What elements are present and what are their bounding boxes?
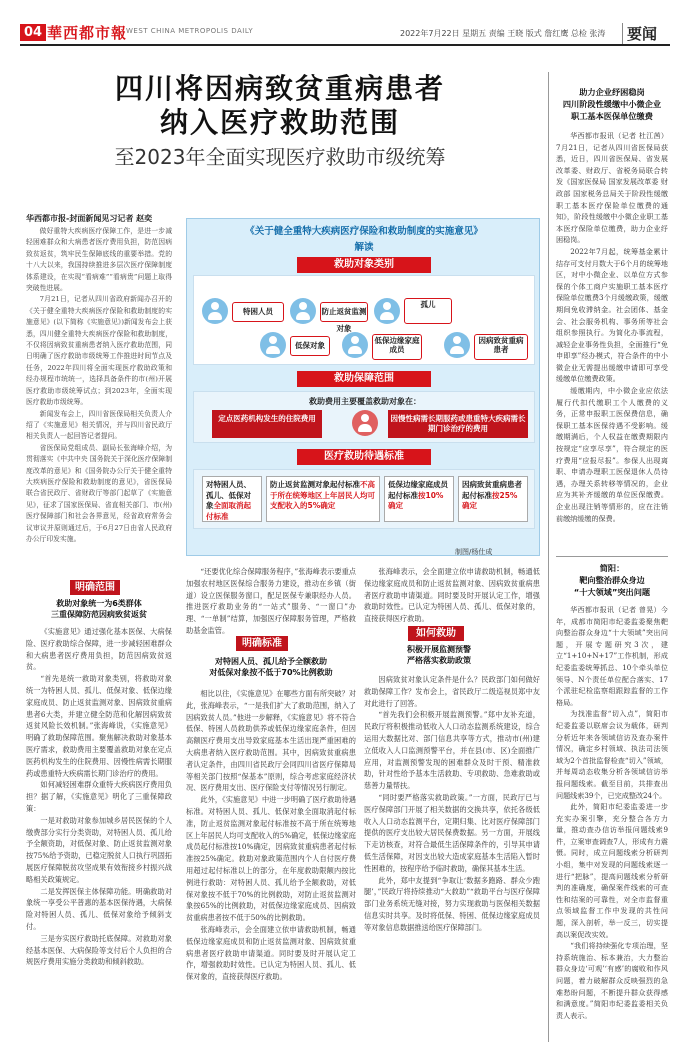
body-paragraph: 因病致贫对象认定条件是什么？民政部门如何做好救助保障工作？发布会上，省民政厅二级巡视员郑中友对此进行了回答。 — [364, 675, 540, 708]
subhead-line: 对特困人员、孤儿给予全额救助 — [215, 657, 327, 666]
benefit-highlight: 不高于所在统筹地区上年居民人均可支配收入的5%确定 — [270, 480, 375, 510]
headline-line: 职工基本医保单位缴费 — [571, 111, 653, 121]
masthead-rule — [20, 44, 670, 46]
section-subhead — [186, 656, 356, 678]
target-chip: 防止返贫监测对象 — [320, 302, 368, 322]
publication-info: 2022年7月22日 星期五 责编 王晓 版式 詹红鹰 总检 张涛 — [400, 29, 606, 38]
benefit-highlight: 按10%确定 — [388, 490, 444, 510]
section-tag: 明确范围 — [70, 580, 120, 595]
subhead-line: 三重保障防范因病致贫返贫 — [51, 610, 147, 619]
benefit-item — [202, 476, 262, 522]
section-a-column-1 — [26, 626, 172, 1044]
page-number: 04 — [20, 24, 46, 41]
body-paragraph: 2022年7月起，统筹基金累计结存可支付月数大于6个月的统筹地区，对中小微企业、以单位方式参保的个体工商户实施职工基本医疗保险单位缴费3个月缓缴政策，缓缴期间免收滞纳金。社会团体、基金会、社会服务机构、事务所等社会组织参照执行。为简化办事流程，减轻企业事务性负担，全面推行“免申即享”经办模式，符合条件的中小微企业无需提出缓缴申请即可享受缓缴单位缴费政策。 — [556, 246, 668, 384]
headline-line: “十大领域”突出问题 — [573, 587, 651, 597]
targets-panel — [193, 275, 535, 365]
child-icon — [260, 332, 286, 358]
headline-subtitle: 至2023年全面实现医疗救助市级统筹 — [114, 145, 446, 169]
benefits-panel — [193, 469, 535, 529]
headline-line: 靶向整治群众身边 — [579, 575, 645, 585]
hospital-icon — [352, 410, 378, 436]
sidebar-story-1-headline — [556, 86, 668, 122]
lead-paragraph: 省医保局党组成员、副局长张海峰介绍，为贯彻落实《中共中央 国务院关于深化医疗保障制度改革的意见》和《国务院办公厅关于健全重特大疾病医疗保险和救助制度的意见》，省医保局联合省民政厅、省财政厅等部门起草了《实施意见》，征求了国家医保局、省直相关部门、市(州)医疗保障部门和社会各界意见，经省政府常务会议审议并原则通过后，于6月27日由省人民政府办公厅印发实施。 — [26, 443, 172, 543]
section-tag: 明确标准 — [236, 636, 288, 651]
section-b-column — [186, 688, 356, 1044]
body-paragraph: 张海峰表示，会全面建立依申请救助机制，畅通低保边缘家庭成员和防止返贫监测对象、因病致贫重病患者医疗救助申请渠道。同时要及时开展认定工作，增强救助时效性。已认定为特困人员、孤儿、低保对象的，直接获得医疗救助。 — [364, 567, 540, 624]
person-icon — [202, 298, 228, 324]
benefit-highlight: 按25%确定 — [462, 490, 518, 510]
section-a-column-2 — [186, 566, 356, 635]
body-paragraph: 一是对救助对象参加城乡居民医保的个人缴费部分实行分类资助，对特困人员、孤儿给予全额资助，对低保对象、防止返贫监测对象按75%给予资助，已稳定脱贫人口执行巩固拓展医疗保障脱贫攻坚成果有效衔接乡村振兴战略相关政策规定。 — [26, 815, 172, 884]
patient-icon — [444, 332, 470, 358]
masthead — [0, 0, 690, 46]
body-paragraph: 此外，简阳市纪委监委进一步充实办案引擎，充分整合各方力量，推动查办信访举报问题线索9件，立案审查调查7人，形成有力震慑。同时，成立问题线索分析研判小组，集中对发现的问题线索逐一进行“把脉”，提高问题线索分析研判的准确度，确保案件线索的可查性和结案的可靠性，对全市监督重点领域监督工作中发现的共性问题，深入剖析，举一反三，切实提高以案促改实效。 — [556, 802, 668, 939]
headline-line: 简阳： — [599, 563, 625, 573]
target-chip: 因病致贫重病患者 — [474, 334, 528, 360]
infographic — [186, 218, 540, 556]
benefit-text: 因病致贫重病患者起付标准 — [462, 480, 522, 500]
lead-paragraph: 新闻发布会上，四川省医保局相关负责人介绍了《实施意见》相关情况，并与四川省民政厅相关负责人一起回答记者提问。 — [26, 409, 172, 441]
byline: 华西都市报-封面新闻见习记者 赵奕 — [26, 214, 153, 223]
main-headline — [20, 72, 540, 170]
section-label: 要闻 — [622, 23, 657, 44]
benefit-item — [266, 476, 380, 522]
benefit-text: 对特困人员、孤儿、低保对象 — [206, 480, 251, 510]
section-band-scope: 救助保障范围 — [297, 371, 431, 387]
sidebar-story-2-body — [556, 604, 668, 1044]
body-paragraph: “我们将持续强化专项治理，坚持系统施治、标本兼治，大力整治群众身边‘可观’‘有感’的腐败和作风问题，着力破解群众反映强烈的急难愁盼问题，不断提升群众获得感和满意度。”简阳市纪委监委相关负责人表示。 — [556, 941, 668, 1020]
sidebar-story-2-headline — [556, 562, 668, 598]
benefit-highlight: 全面取消起付标准 — [206, 501, 251, 521]
subhead-line: 对低保对象按不低于70%比例救助 — [209, 668, 333, 677]
body-paragraph: 为找准监督“切入点”，简阳市纪委监委以联席会议为载体，研判分析近年来各领域信访及查办案件情况，确定乡村领域、执法司法领域为2个首批监督检查“切入”领域，并每周动态收集分析各领域信访举报问题线索。截至目前，共排查出问题线索39个，已完成整改24个。 — [556, 709, 668, 800]
family-icon — [374, 298, 400, 324]
body-paragraph: 华西都市报讯（记者 杜江茜）7月21日，记者从四川省医保局获悉，近日，四川省医保局、省发展改革委、财政厅、省税务局联合转发《国家医保局 国家发展改革委 财政部 国家税务总局关于阶段性缓缴职工基本医疗保险单位缴费的通知》，阶段性缓缴中小微企业职工基本医疗保险单位缴费，助力企业纾困稳岗。 — [556, 131, 668, 245]
sidebar-divider — [556, 556, 668, 557]
benefit-text: 防止返贫监测对象起付标准 — [270, 480, 360, 489]
paper-logo: 華西都市報 — [47, 24, 128, 42]
section-band-benefits: 医疗救助待遇标准 — [297, 449, 431, 465]
infographic-subtitle: 解读 — [354, 242, 374, 253]
graphic-credit: 制图/杨仕成 — [455, 548, 493, 556]
body-paragraph: 如何减轻困难群众重特大疾病医疗费用负担？据了解，《实施意见》明化了三重保障政策： — [26, 780, 172, 813]
body-paragraph: “首先我们会积极开展监测预警。”郑中友补充道，民政厅将积极推动低收入人口动态监测系统建设，综合运用大数据比对、部门信息共享等方式，推动市(州)建立低收入人口监测预警平台，并在县(市、区)全面推广应用，对监测预警发现的困难群众及时干预、精准救助，针对性给予基本生活救助、专项救助、急难救助或慈善力量帮扶。 — [364, 710, 540, 791]
section-tag: 如何救助 — [408, 626, 464, 641]
target-chip: 低保边缘家庭成员 — [372, 334, 422, 360]
subhead-line: 严格落实救助政策 — [407, 656, 471, 665]
headline-line: 四川阶段性缓缴中小微企业 — [562, 99, 662, 109]
benefit-text: 低保边缘家庭成员起付标准 — [388, 480, 448, 500]
target-chip: 孤儿 — [404, 298, 452, 324]
body-paragraph: 此外，郑中友提到“争取让‘数据多跑路、群众少跑腿’，”民政厅将持续推动“大救助”“救助平台与医疗保障部门业务系统无缝对接，努力实现救助与医保相关数据信息实时共享。及时将低保、特困、低保边缘家庭成员等对象信息数据推送给医疗保障部门。 — [364, 875, 540, 932]
target-chip: 特困人员 — [232, 302, 284, 322]
lead-paragraph: 7月21日，记者从四川省政府新闻办召开的《关于健全重特大疾病医疗保险和救助制度的实施意见》(以下简称《实施意见》)新闻发布会上获悉，四川健全重特大疾病医疗保险和救助制度，不仅将因病致贫重病患者纳入医疗救助范围，同日明确了医疗救助市级统筹工作推进时间节点及任务，2022年四川将全面实现医疗救助政策和经办规程市统统一，选择具备条件的市(州)开展医疗救助市级统筹试点；到2023年，全面实现医疗救助市级统筹。 — [26, 295, 172, 407]
column-divider — [548, 72, 549, 1042]
paper-english-name: WEST CHINA METROPOLIS DAILY — [126, 27, 254, 35]
section-subhead — [364, 644, 514, 666]
target-chip: 低保对象 — [290, 336, 330, 356]
subhead-line: 救助对象统一为6类群体 — [56, 599, 142, 608]
body-paragraph: 缓缴期内，中小微企业应依法履行代扣代缴职工个人缴费的义务，正常申报职工医保费信息，确保职工基本医保待遇不受影响。缓缴期满后，个人权益在缴费期限内按规定“应享尽享”，符合规定的医疗费用“应报尽报”。参保人出现离职、申请办理职工医保退休人员待遇，办理关系转移等情况的，企业应为其补齐缓缴的单位医保缴费。企业出现注销等情形的，应在注销前缴纳缓缴的保费。 — [556, 386, 668, 523]
headline-line-2: 纳入医疗救助范围 — [159, 106, 400, 139]
body-paragraph: 三是夯实医疗救助托底保障。对救助对象经基本医保、大病保险等支付后个人负担的合规医疗费用实施分类救助和倾斜救助。 — [26, 933, 172, 967]
body-paragraph: 华西都市报讯（记者 曾晃）今年，成都市简阳市纪委监委聚焦靶向整治群众身边“十大领域”突出问题，开展专题研究3次，建立“1+10+N+17”工作机制，形成纪委监委统筹抓总、10个牵头单位领导、N个责任单位配合落实、17个派驻纪检监察组跟踪监督的工作格局。 — [556, 605, 668, 707]
lead-column — [26, 226, 172, 566]
headline-line-1: 四川将因病致贫重病患者 — [114, 72, 445, 105]
body-paragraph: “首先是统一救助对象类别，将救助对象统一为特困人员、孤儿、低保对象、低保边缘家庭成员、防止返贫监测对象、因病致贫重病患者6大类，并建立健全防范和化解因病致贫返贫风险长效机制。”张海峰说，《实施意见》明确了救助保障范围。聚焦解决救助对象基本医疗需求，救助费用主要覆盖救助对象在定点医药机构发生的住院费用、因慢性病需长期服药或患重特大疾病需长期门诊治疗的费用。 — [26, 674, 172, 778]
infographic-title: 《关于健全重特大疾病医疗保险和救助制度的实施意见》 — [245, 226, 483, 237]
scope-item: 定点医药机构发生的住院费用 — [212, 410, 322, 438]
subhead-line: 积极开展监测预警 — [407, 645, 471, 654]
body-paragraph: 二是发挥医保主体保障功能。明确救助对象统一享受公平普惠的基本医保待遇，大病保险对特困人员、孤儿、低保对象给予倾斜支付。 — [26, 886, 172, 931]
family-icon — [342, 332, 368, 358]
scope-item: 因慢性病需长期服药或患重特大疾病需长期门诊治疗的费用 — [388, 410, 528, 438]
scope-heading: 救助费用主要覆盖救助对象在： — [309, 397, 421, 406]
body-paragraph: “还要优化综合保障服务程序，”张海峰表示要重点加强农村地区医保综合服务力建设，推动在乡镇（街道）设立医保服务窗口，配足医保专兼职经办人员。推进医疗救助业务的“一站式”服务、“一窗口”办理、“一单制”结算，加强医疗保障服务管理，严格救助基金监管。 — [186, 567, 356, 635]
headline-line: 助力企业纾困稳岗 — [579, 87, 645, 97]
section-c-column — [364, 674, 540, 1044]
section-band-targets: 救助对象类别 — [297, 257, 431, 273]
scope-panel — [193, 391, 535, 443]
benefit-item — [458, 476, 528, 522]
section-b-continued — [364, 566, 540, 624]
person-icon — [290, 298, 316, 324]
section-subhead — [26, 598, 172, 620]
body-paragraph: 相比以往，《实施意见》在哪些方面有所突破？对此，张海峰表示，“一是我们扩大了救助范围，纳入了因病致贫人员。”他进一步解释，《实施意见》将不符合低保、特困人员救助供养或低保边缘家庭条件，但因高额医疗费用支出导致家庭基本生活出现严重困难的大病患者纳入医疗救助范围。其中，因病致贫重病患者认定条件，由四川省民政厅会同四川省医疗保障局等相关部门按照“保基本”原则，综合考虑家庭经济状况、医疗费用支出、医疗保险支付等情况另行制定。 — [186, 689, 356, 793]
benefit-item — [384, 476, 454, 522]
body-paragraph: 《实施意见》通过强化基本医保、大病保险、医疗救助综合保障，进一步减轻困难群众和大病患者医疗费用负担，防范因病致贫返贫。 — [26, 627, 172, 672]
sidebar-story-1-body — [556, 130, 668, 554]
lead-paragraph: 做好重特大疾病医疗保障工作，是进一步减轻困难群众和大病患者医疗费用负担，防范因病致贫返贫，筑牢民生保障底线的重要举措。党的十八大以来，我国持续推进多层次医疗保障制度体系建设，在实现“看病难”“看病贵”问题上取得突破性进展。 — [26, 227, 172, 293]
body-paragraph: “同时要严格落实救助政策。”一方面，民政厅已与医疗保障部门开展了相关数据的交换共享，依托各级低收入人口动态监测平台，定期归集、比对医疗保障部门提供的医疗支出较大居民保费数据。另一方面，开展线下走访核查，对符合最低生活保障条件的，引导其申请低生活保障，对因支出较大造成家庭基本生活陷入暂时性困难的，按程序给予临时救助，确保其基本生活。 — [364, 792, 540, 873]
body-paragraph: 张海峰表示，会全面建立依申请救助机制，畅通低保边缘家庭成员和防止返贫监测对象、因病致贫重病患者医疗救助申请渠道。同时要及时开展认定工作，增强救助时效性。已认定为特困人员、孤儿、低保对象的，直接获得医疗救助。 — [186, 924, 356, 982]
body-paragraph: 此外，《实施意见》中进一步明确了医疗救助待遇标准。对特困人员、孤儿、低保对象全面取消起付标准，防止返贫监测对象起付标准按不高于所在统筹地区上年居民人均可支配收入的5%确定，低保边缘家庭成员起付标准按10%确定，因病致贫重病患者起付标准按25%确定。救助对象政策范围内个人自付医疗费用超过起付标准以上的部分，在年度救助限额内按比例进行救助：对特困人员、孤儿给予全额救助，对低保对象按不低于70%的比例救助，对防止返贫监测对象按65%的比例救助，对低保边缘家庭成员、因病致贫重病患者按不低于50%的比例救助。 — [186, 795, 356, 923]
